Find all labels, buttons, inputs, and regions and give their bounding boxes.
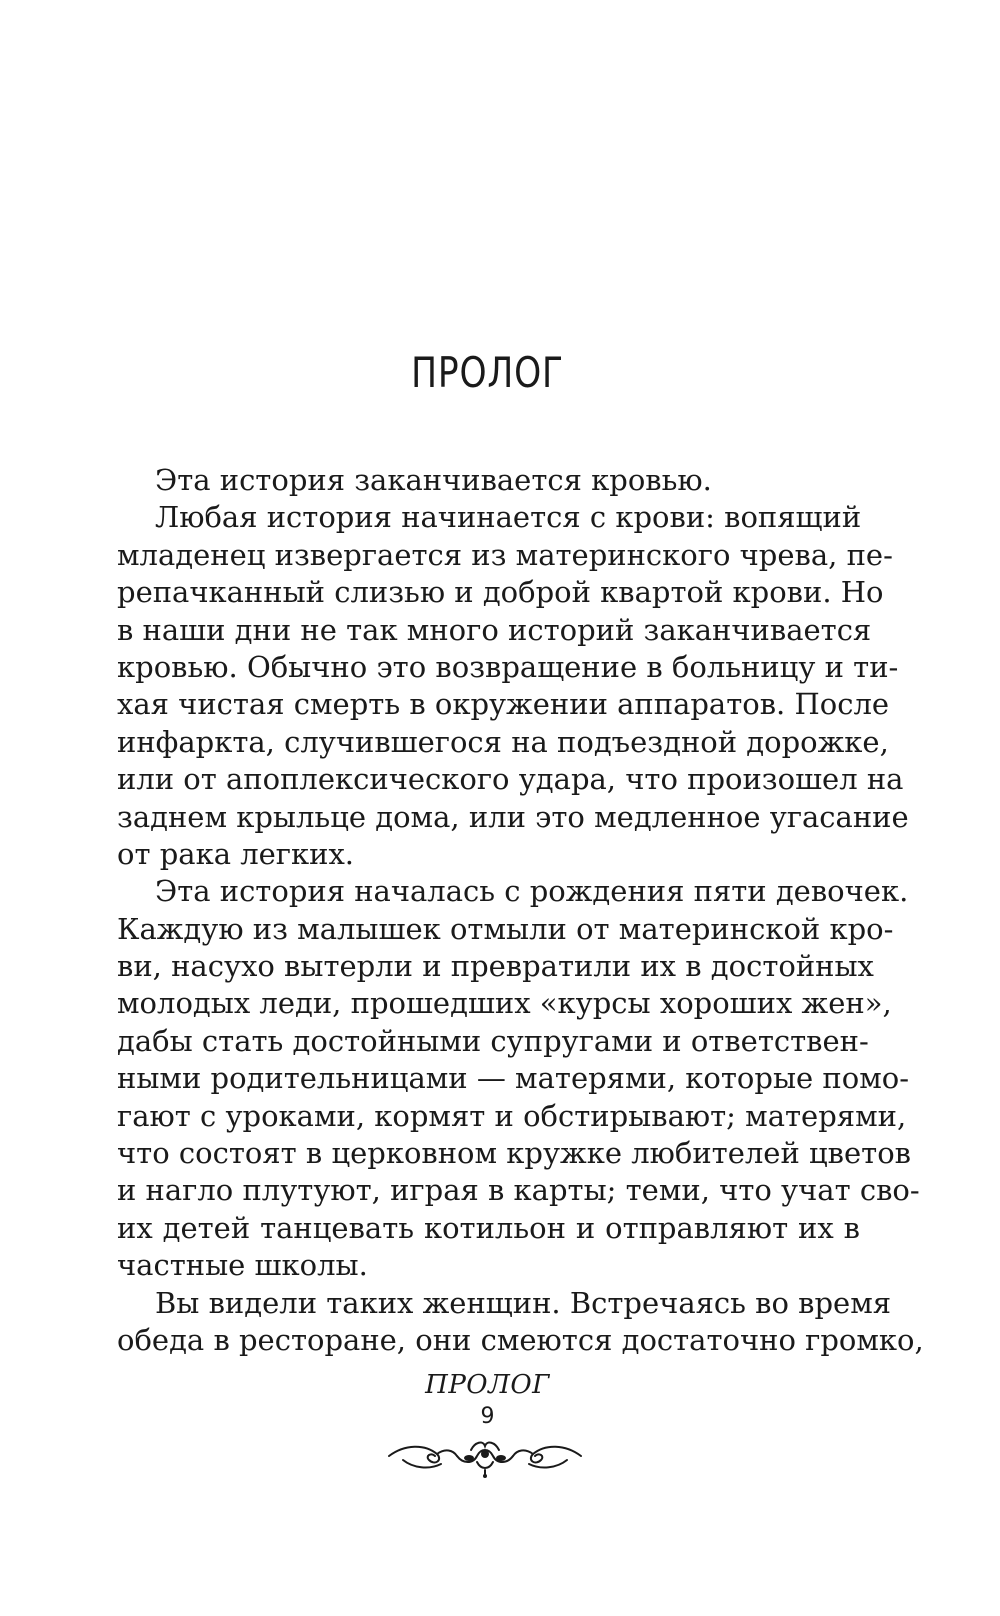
text-line: Вы видели таких женщин. Встречаясь во время (155, 1285, 892, 1320)
text-line: частные школы. (117, 1248, 368, 1283)
text-line: Эта история заканчивается кровью. (155, 463, 712, 497)
text-line: молодых леди, прошедших «курсы хороших жен», (117, 986, 892, 1021)
text-line: гают с уроками, кормят и обстирывают; матерями, (117, 1098, 907, 1133)
text-line: кровью. Обычно это возвращение в больницу и ти- (117, 649, 899, 684)
text-line: заднем крыльце дома, или это медленное угасание (117, 799, 909, 834)
text-line: Каждую из малышек отмыли от материнской кро- (117, 911, 894, 946)
text-line: их детей танцевать котильон и отправляют их в (117, 1210, 860, 1245)
text-line: Любая история начинается с крови: вопящий (155, 500, 862, 535)
text-line: в наши дни не так много историй заканчивается (117, 612, 872, 647)
text-line: хая чистая смерть в окружении аппаратов. После (117, 687, 890, 722)
text-line: ви, насухо вытерли и превратили их в достойных (117, 949, 874, 984)
text-line: или от апоплексического удара, что произошел на (117, 762, 904, 797)
text-line: обеда в ресторане, они смеются достаточно громко, (117, 1322, 924, 1357)
text-line: и нагло плутуют, играя в карты; теми, что учат сво- (117, 1173, 920, 1208)
chapter-title: ПРОЛОГ (411, 348, 564, 397)
text-line: дабы стать достойными супругами и ответствен- (117, 1023, 869, 1058)
text-line: репачканный слизью и доброй квартой крови. Но (117, 575, 884, 610)
text-line: инфаркта, случившегося на подъездной дорожке, (117, 724, 889, 759)
page-number: 9 (480, 1404, 495, 1429)
text-line: младенец извергается из материнского чрева, пе- (117, 537, 893, 572)
text-line: Эта история началась с рождения пяти девочек. (155, 874, 909, 909)
text-line: что состоят в церковном кружке любителей цветов (117, 1136, 911, 1171)
running-head: ПРОЛОГ (425, 1370, 550, 1400)
floral-flourish-icon (385, 1430, 585, 1478)
text-line: от рака легких. (117, 836, 355, 871)
body-text (117, 462, 924, 1359)
text-line: ными родительницами — матерями, которые помо- (117, 1061, 910, 1096)
